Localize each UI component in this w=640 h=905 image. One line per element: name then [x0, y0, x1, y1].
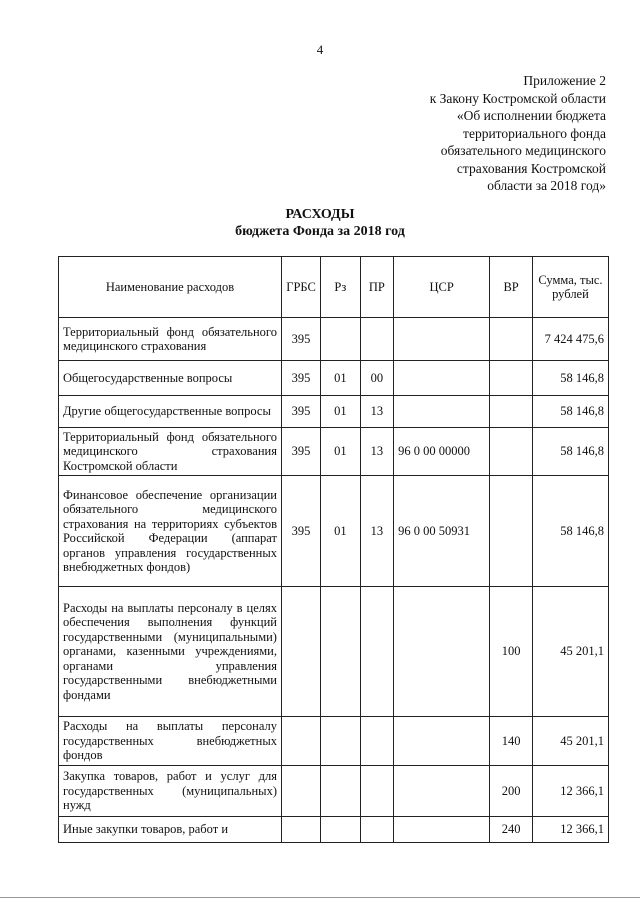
- title-line-2: бюджета Фонда за 2018 год: [235, 224, 405, 239]
- cell-csr: 96 0 00 00000: [394, 428, 490, 476]
- cell-grbs: 395: [281, 476, 320, 587]
- cell-sum: 45 201,1: [532, 717, 608, 766]
- cell-name: Расходы на выплаты персоналу государственных внебюджетных фондов: [59, 717, 282, 766]
- cell-vr: 100: [490, 587, 533, 717]
- table-header-row: [59, 257, 609, 318]
- cell-pr: [360, 766, 393, 817]
- cell-grbs: 395: [281, 428, 320, 476]
- cell-csr: [394, 587, 490, 717]
- table-row: [59, 476, 609, 587]
- cell-name: Закупка товаров, работ и услуг для государственных (муниципальных) нужд: [59, 766, 282, 817]
- page-number: 4: [316, 42, 324, 57]
- header-rz: Рз: [321, 257, 361, 318]
- table-row: [59, 817, 609, 843]
- cell-vr: [490, 361, 533, 396]
- cell-grbs: 395: [281, 396, 320, 428]
- cell-rz: [321, 587, 361, 717]
- cell-name: Иные закупки товаров, работ и: [59, 817, 282, 843]
- cell-name: Расходы на выплаты персоналу в целях обеспечения выполнения функций государственными (муниципальными) органами, казенными учреждениями, органами управления государственными внебюджетными фондами: [59, 587, 282, 717]
- expenses-table: [58, 256, 609, 843]
- cell-vr: [490, 396, 533, 428]
- cell-rz: 01: [321, 428, 361, 476]
- cell-name: Территориальный фонд обязательного медицинского страхования: [59, 318, 282, 361]
- title-line-1: РАСХОДЫ: [285, 207, 355, 222]
- cell-grbs: [281, 817, 320, 843]
- cell-pr: [360, 717, 393, 766]
- cell-name: Финансовое обеспечение организации обязательного медицинского страхования на территориях субъектов Российской Федерации (аппарат органов управления государственных внебюджетных фондов): [59, 476, 282, 587]
- cell-rz: [321, 318, 361, 361]
- cell-rz: [321, 766, 361, 817]
- cell-sum: 58 146,8: [532, 428, 608, 476]
- table-row: [59, 318, 609, 361]
- cell-name: Другие общегосударственные вопросы: [59, 396, 282, 428]
- table-row: [59, 361, 609, 396]
- cell-csr: [394, 318, 490, 361]
- cell-vr: [490, 476, 533, 587]
- cell-pr: 00: [360, 361, 393, 396]
- cell-name: Общегосударственные вопросы: [59, 361, 282, 396]
- cell-sum: 12 366,1: [532, 817, 608, 843]
- cell-csr: 96 0 00 50931: [394, 476, 490, 587]
- appendix-line: обязательного медицинского: [440, 143, 606, 158]
- cell-grbs: 395: [281, 361, 320, 396]
- header-grbs: ГРБС: [281, 257, 320, 318]
- cell-sum: 58 146,8: [532, 396, 608, 428]
- cell-csr: [394, 361, 490, 396]
- cell-grbs: 395: [281, 318, 320, 361]
- header-vr: ВР: [490, 257, 533, 318]
- cell-pr: 13: [360, 396, 393, 428]
- cell-rz: 01: [321, 476, 361, 587]
- cell-rz: 01: [321, 396, 361, 428]
- appendix-line: территориального фонда: [463, 125, 606, 141]
- cell-grbs: [281, 587, 320, 717]
- cell-pr: [360, 817, 393, 843]
- cell-vr: 200: [490, 766, 533, 817]
- appendix-line: области за 2018 год»: [487, 178, 606, 193]
- table-row: [59, 717, 609, 766]
- appendix-line: «Об исполнении бюджета: [456, 108, 606, 123]
- page-bottom-edge: [0, 897, 640, 898]
- header-sum: Сумма, тыс. рублей: [532, 257, 608, 318]
- appendix-line: страхования Костромской: [456, 160, 606, 176]
- cell-grbs: [281, 717, 320, 766]
- cell-pr: [360, 587, 393, 717]
- table-row: [59, 766, 609, 817]
- header-pr: ПР: [360, 257, 393, 318]
- cell-vr: [490, 428, 533, 476]
- table-row: [59, 587, 609, 717]
- cell-rz: 01: [321, 361, 361, 396]
- cell-sum: 12 366,1: [532, 766, 608, 817]
- cell-grbs: [281, 766, 320, 817]
- appendix-line: к Закону Костромской области: [429, 90, 606, 106]
- cell-csr: [394, 717, 490, 766]
- cell-pr: 13: [360, 476, 393, 587]
- header-csr: ЦСР: [394, 257, 490, 318]
- appendix-line: Приложение 2: [523, 73, 606, 88]
- table-row: [59, 396, 609, 428]
- header-name: Наименование расходов: [59, 257, 282, 318]
- cell-vr: [490, 318, 533, 361]
- cell-sum: 58 146,8: [532, 476, 608, 587]
- cell-sum: 7 424 475,6: [532, 318, 608, 361]
- cell-csr: [394, 817, 490, 843]
- cell-pr: [360, 318, 393, 361]
- appendix-block: [376, 72, 606, 195]
- cell-pr: 13: [360, 428, 393, 476]
- document-title: [0, 206, 640, 240]
- cell-csr: [394, 396, 490, 428]
- cell-sum: 58 146,8: [532, 361, 608, 396]
- cell-rz: [321, 817, 361, 843]
- cell-csr: [394, 766, 490, 817]
- table-row: [59, 428, 609, 476]
- cell-rz: [321, 717, 361, 766]
- cell-vr: 240: [490, 817, 533, 843]
- cell-name: Территориальный фонд обязательного медицинского страхования Костромской области: [59, 428, 282, 476]
- cell-sum: 45 201,1: [532, 587, 608, 717]
- cell-vr: 140: [490, 717, 533, 766]
